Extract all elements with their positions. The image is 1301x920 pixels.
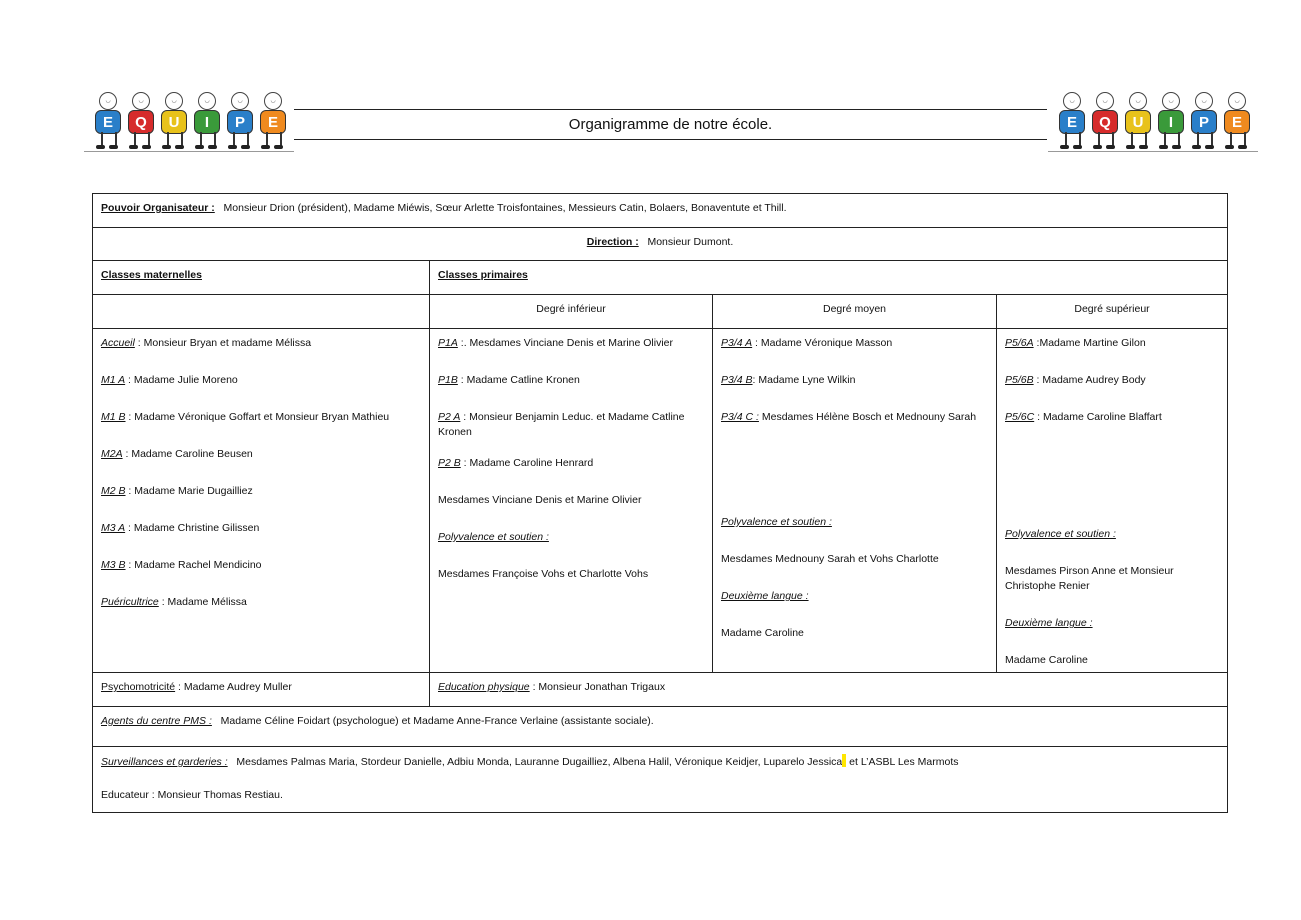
- superieur-langue-label: Deuxième langue :: [1005, 617, 1093, 629]
- figure-face: ◡: [138, 98, 144, 104]
- figure-head: [1129, 92, 1147, 110]
- list-item: P5/6C : Madame Caroline Blaffart: [1005, 411, 1162, 423]
- figure-legs: [1197, 132, 1213, 146]
- figure-legs: [1098, 132, 1114, 146]
- figure-legs: [233, 132, 249, 146]
- figure-face: ◡: [237, 98, 243, 104]
- figure-foot: [1238, 145, 1247, 149]
- cell-surveillances: [93, 747, 1228, 813]
- figure-legs: [1065, 132, 1081, 146]
- figure-letter: P: [227, 110, 253, 134]
- figure-foot: [1172, 145, 1181, 149]
- inferieur-poly-text: Mesdames Françoise Vohs et Charlotte Vohs: [438, 568, 649, 580]
- figure-head: [264, 92, 282, 110]
- list-item: M1 A : Madame Julie Moreno: [101, 374, 238, 386]
- figure-head: [99, 92, 117, 110]
- list-item: P5/6A :Madame Martine Gilon: [1005, 337, 1146, 349]
- cell-psychomotricite: [93, 673, 430, 707]
- superieur-poly-label: Polyvalence et soutien :: [1005, 528, 1116, 540]
- team-figure-icon: [1188, 88, 1218, 154]
- moyen-poly-text: Mesdames Mednouny Sarah et Vohs Charlotte: [721, 553, 939, 565]
- figure-legs: [167, 132, 183, 146]
- moyen-poly-label: Polyvalence et soutien :: [721, 516, 832, 528]
- team-figure-icon: [1056, 88, 1086, 154]
- cell-moyen-list: [713, 329, 997, 673]
- figure-foot: [1106, 145, 1115, 149]
- figure-letter: Q: [128, 110, 154, 134]
- figure-foot: [96, 145, 105, 149]
- row-sections: [93, 261, 1228, 295]
- list-item: P1B : Madame Catline Kronen: [438, 374, 580, 386]
- figure-foot: [1060, 145, 1069, 149]
- maternelles-heading: Classes maternelles: [101, 269, 202, 281]
- team-figure-icon: [92, 88, 122, 154]
- psychomotricite-text: : Madame Audrey Muller: [175, 681, 292, 693]
- row-pms: [93, 707, 1228, 747]
- figure-foot: [1192, 145, 1201, 149]
- figure-head: [132, 92, 150, 110]
- figure-head: [1096, 92, 1114, 110]
- figure-face: ◡: [1168, 98, 1174, 104]
- figure-letter: Q: [1092, 110, 1118, 134]
- figure-foot: [208, 145, 217, 149]
- figure-legs: [101, 132, 117, 146]
- figure-foot: [195, 145, 204, 149]
- cell-education: [430, 673, 1228, 707]
- list-item: P2 B : Madame Caroline Henrard: [438, 457, 594, 469]
- figure-face: ◡: [1201, 98, 1207, 104]
- team-figure-icon: [125, 88, 155, 154]
- moyen-langue-text: Madame Caroline: [721, 627, 804, 639]
- figure-letter: U: [161, 110, 187, 134]
- surveillances-label: Surveillances et garderies :: [101, 756, 228, 768]
- figure-letter: I: [1158, 110, 1184, 134]
- pouvoir-text: Monsieur Drion (président), Madame Miéwis, Sœur Arlette Troisfontaines, Messieurs Catin, Bolaers, Bonaventute et Thill.: [223, 202, 787, 214]
- figure-foot: [228, 145, 237, 149]
- team-figure-icon: [257, 88, 287, 154]
- list-item: P3/4 B: Madame Lyne Wilkin: [721, 374, 856, 386]
- inferieur-poly-label: Polyvalence et soutien :: [438, 531, 549, 543]
- surveillances-text-b: et L’ASBL Les Marmots: [846, 756, 959, 768]
- cell-empty: [93, 295, 430, 329]
- list-item: P3/4 A : Madame Véronique Masson: [721, 337, 893, 349]
- figure-legs: [200, 132, 216, 146]
- figure-legs: [134, 132, 150, 146]
- figure-head: [1195, 92, 1213, 110]
- list-item: P3/4 C : Mesdames Hélène Bosch et Mednouny Sarah: [721, 411, 977, 423]
- team-figure-icon: [1089, 88, 1119, 154]
- list-item: M3 B : Madame Rachel Mendicino: [101, 559, 262, 571]
- team-figure-icon: [1155, 88, 1185, 154]
- cell-superieur-list: [997, 329, 1228, 673]
- cell-pms: [93, 707, 1228, 747]
- row-classes: [93, 329, 1228, 673]
- surveillances-line: [101, 754, 1219, 770]
- cell-maternelles-header: [93, 261, 430, 295]
- figure-foot: [1093, 145, 1102, 149]
- direction-label: Direction :: [586, 236, 639, 248]
- figure-letter: E: [260, 110, 286, 134]
- figure-foot: [1139, 145, 1148, 149]
- list-item: P2 A : Monsieur Benjamin Leduc. et Madame Catline Kronen: [438, 411, 685, 438]
- degree-superieur: Degré supérieur: [997, 295, 1228, 329]
- figure-face: ◡: [1069, 98, 1075, 104]
- list-item: M3 A : Madame Christine Gilissen: [101, 522, 260, 534]
- education-label: Education physique: [438, 681, 530, 693]
- figure-foot: [1205, 145, 1214, 149]
- figure-foot: [261, 145, 270, 149]
- figure-foot: [1073, 145, 1082, 149]
- figure-foot: [142, 145, 151, 149]
- figure-head: [165, 92, 183, 110]
- figure-face: ◡: [1234, 98, 1240, 104]
- surveillances-text: Mesdames Palmas Maria, Stordeur Danielle, Adbiu Monda, Lauranne Dugailliez, Albena Halil, Véronique Keidjer, Luparelo Jessica: [236, 756, 843, 768]
- pms-label: Agents du centre PMS :: [101, 715, 212, 727]
- figure-foot: [175, 145, 184, 149]
- figure-letter: E: [1059, 110, 1085, 134]
- cell-direction: [93, 228, 1228, 261]
- team-illustration-right: [1048, 88, 1258, 158]
- figure-foot: [109, 145, 118, 149]
- figure-face: ◡: [1135, 98, 1141, 104]
- figure-face: ◡: [171, 98, 177, 104]
- direction-text: Monsieur Dumont.: [647, 236, 734, 248]
- team-figure-icon: [191, 88, 221, 154]
- team-figure-icon: [158, 88, 188, 154]
- figure-foot: [1126, 145, 1135, 149]
- list-item: Accueil : Monsieur Bryan et madame Mélissa: [101, 337, 312, 349]
- degree-moyen: Degré moyen: [713, 295, 997, 329]
- list-item: M1 B : Madame Véronique Goffart et Monsieur Bryan Mathieu: [101, 411, 390, 423]
- moyen-langue-label: Deuxième langue :: [721, 590, 809, 602]
- figure-letter: E: [95, 110, 121, 134]
- team-figure-icon: [224, 88, 254, 154]
- figure-face: ◡: [105, 98, 111, 104]
- inferieur-extra: Mesdames Vinciane Denis et Marine Olivier: [438, 494, 642, 506]
- educateur-line: Educateur : Monsieur Thomas Restiau.: [101, 789, 283, 801]
- figure-foot: [241, 145, 250, 149]
- cell-pouvoir: [93, 194, 1228, 228]
- team-illustration-left: [84, 88, 294, 158]
- figure-letter: U: [1125, 110, 1151, 134]
- row-surveillances: [93, 747, 1228, 813]
- figure-head: [198, 92, 216, 110]
- figure-head: [1063, 92, 1081, 110]
- primaires-heading: Classes primaires: [438, 269, 528, 281]
- superieur-poly-text: Mesdames Pirson Anne et Monsieur Christophe Renier: [1005, 565, 1174, 592]
- pms-text: Madame Céline Foidart (psychologue) et Madame Anne-France Verlaine (assistante sociale).: [220, 715, 654, 727]
- figure-face: ◡: [270, 98, 276, 104]
- cell-maternelles-list: [93, 329, 430, 673]
- row-physical: [93, 673, 1228, 707]
- list-item: M2A : Madame Caroline Beusen: [101, 448, 253, 460]
- figure-head: [1162, 92, 1180, 110]
- figure-face: ◡: [1102, 98, 1108, 104]
- team-figure-icon: [1221, 88, 1251, 154]
- figure-foot: [162, 145, 171, 149]
- figure-letter: P: [1191, 110, 1217, 134]
- figure-face: ◡: [204, 98, 210, 104]
- row-pouvoir: [93, 194, 1228, 228]
- cell-inferieur-list: [430, 329, 713, 673]
- page-title: Organigramme de notre école.: [294, 109, 1047, 140]
- list-item: P5/6B : Madame Audrey Body: [1005, 374, 1146, 386]
- figure-foot: [274, 145, 283, 149]
- list-item: P1A :. Mesdames Vinciane Denis et Marine Olivier: [438, 337, 674, 349]
- figure-foot: [1159, 145, 1168, 149]
- figure-foot: [129, 145, 138, 149]
- figure-letter: E: [1224, 110, 1250, 134]
- figure-legs: [1230, 132, 1246, 146]
- figure-letter: I: [194, 110, 220, 134]
- psychomotricite-label: Psychomotricité: [101, 681, 176, 693]
- list-item: M2 B : Madame Marie Dugailliez: [101, 485, 253, 497]
- figure-head: [1228, 92, 1246, 110]
- education-text: : Monsieur Jonathan Trigaux: [529, 681, 666, 693]
- figure-legs: [1164, 132, 1180, 146]
- figure-legs: [1131, 132, 1147, 146]
- org-chart-table: [92, 193, 1228, 813]
- figure-foot: [1225, 145, 1234, 149]
- list-item: Puéricultrice : Madame Mélissa: [101, 596, 247, 608]
- row-direction: [93, 228, 1228, 261]
- figure-head: [231, 92, 249, 110]
- team-figure-icon: [1122, 88, 1152, 154]
- degree-inferieur: Degré inférieur: [430, 295, 713, 329]
- superieur-langue-text: Madame Caroline: [1005, 654, 1088, 666]
- pouvoir-label: Pouvoir Organisateur :: [101, 202, 215, 214]
- figure-legs: [266, 132, 282, 146]
- cell-primaires-header: [430, 261, 1228, 295]
- row-degrees: [93, 295, 1228, 329]
